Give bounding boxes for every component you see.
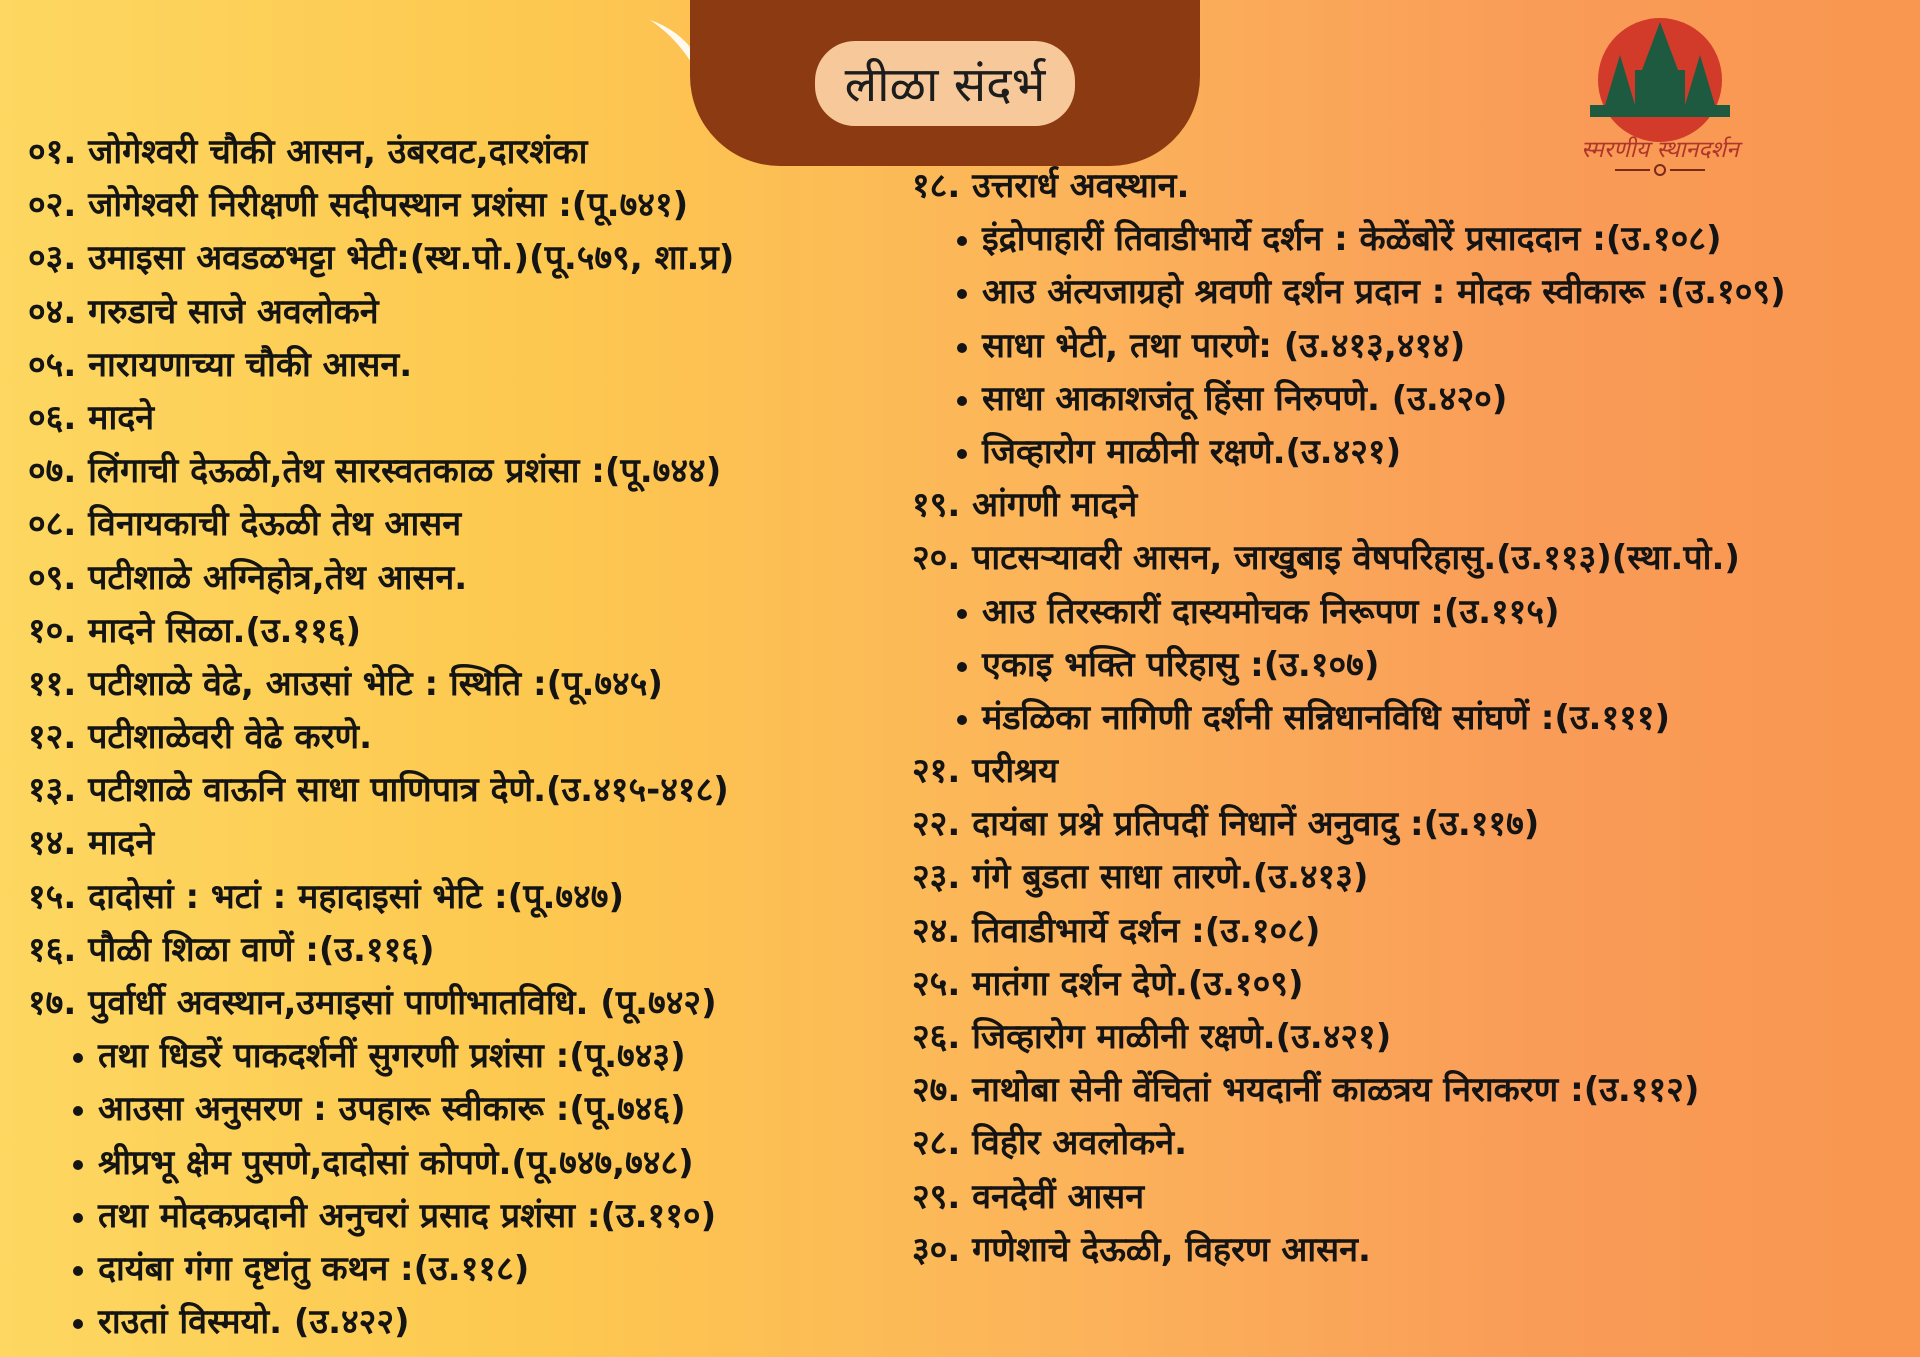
list-item-text: २५. मातंगा दर्शन देणे.(उ.१०९) (912, 963, 1304, 1004)
bullet-item (28, 1243, 888, 1296)
list-item (28, 658, 888, 711)
bullet-item (912, 213, 1912, 266)
list-item (912, 160, 1912, 213)
list-item (28, 605, 888, 658)
list-item-text: ०४. गरुडाचे साजे अवलोकने (28, 291, 379, 332)
bullet-item (912, 373, 1912, 426)
list-item-text: १५. दादोसां : भटां : महादाइसां भेटि :(पू.७४७) (28, 876, 625, 917)
list-item (28, 498, 888, 551)
list-item-text: १८. उत्तरार्ध अवस्थान. (912, 166, 1190, 206)
list-item-text: ०७. लिंगाची देऊळी,तेथ सारस्वतकाळ प्रशंसा :(पू.७४४) (28, 451, 722, 492)
list-item-text: मंडळिका नागिणी दर्शनी सन्निधानविधि सांघणें :(उ.१११) (982, 697, 1671, 738)
logo-text: स्मरणीय स्थानदर्शन (1581, 137, 1739, 163)
list-item-text: एकाइ भक्ति परिहासु :(उ.१०७) (982, 644, 1380, 685)
list-item-text: राउतां विस्मयो. (उ.४२२) (98, 1302, 410, 1343)
list-item-text: ०६. मादने (28, 397, 155, 438)
list-item-text: १३. पटीशाळे वाऊनि साधा पाणिपात्र देणे.(उ.४१५-४१८) (28, 770, 729, 811)
list-item (912, 1171, 1912, 1224)
list-item (28, 977, 888, 1030)
bullet-item (28, 1083, 888, 1136)
list-item (28, 711, 888, 764)
list-item (912, 851, 1912, 904)
list-item-text: साधा भेटी, तथा पारणे: (उ.४१३,४१४) (982, 325, 1466, 366)
list-item (912, 798, 1912, 851)
list-item-text: २२. दायंबा प्रश्ने प्रतिपदीं निधानें अनुवादु :(उ.११७) (912, 804, 1540, 845)
list-item (28, 445, 888, 498)
bullet-item (912, 426, 1912, 479)
list-item-text: १४. मादने (28, 823, 155, 864)
list-item (912, 1011, 1912, 1064)
list-item (28, 232, 888, 285)
bullet-item (28, 1030, 888, 1083)
list-item-text: १६. पौळी शिळा वाणें :(उ.११६) (28, 929, 435, 970)
list-item (28, 126, 888, 179)
bullet-item (912, 639, 1912, 692)
list-item-text: ०१. जोगेश्वरी चौकी आसन, उंबरवट,दारशंका (28, 132, 588, 172)
list-item-text: २३. गंगे बुडता साधा तारणे.(उ.४१३) (912, 857, 1369, 898)
list-item (28, 817, 888, 870)
bullet-item (912, 320, 1912, 373)
list-item (912, 745, 1912, 798)
list-item (28, 764, 888, 817)
list-item (28, 924, 888, 977)
bullet-item (912, 692, 1912, 745)
list-item-text: ०८. विनायकाची देऊळी तेथ आसन (28, 504, 462, 545)
list-item-text: ०९. पटीशाळे अग्निहोत्र,तेथ आसन. (28, 557, 468, 598)
list-item-text: ३०. गणेशाचे देऊळी, विहरण आसन. (912, 1229, 1371, 1270)
list-item-text: २४. तिवाडीभार्ये दर्शन :(उ.१०८) (912, 910, 1321, 951)
list-item-text: आउ तिरस्कारीं दास्यमोचक निरूपण :(उ.११५) (982, 591, 1560, 632)
list-item (912, 479, 1912, 532)
list-item-text: २१. परीश्रय (912, 751, 1058, 792)
list-item (28, 552, 888, 605)
list-item-text: साधा आकाशजंतू हिंसा निरुपणे. (उ.४२०) (982, 378, 1508, 419)
list-item-text: ०५. नारायणाच्या चौकी आसन. (28, 344, 413, 385)
list-item-text: २८. विहीर अवलोकने. (912, 1123, 1188, 1164)
list-item-text: १०. मादने सिळा.(उ.११६) (28, 610, 362, 651)
list-item-text: २७. नाथोबा सेनी वेंचितां भयदानीं काळत्रय निराकरण :(उ.११२) (912, 1070, 1700, 1111)
list-item-text: जिव्हारोग माळीनी रक्षणे.(उ.४२१) (982, 431, 1402, 472)
list-item (28, 179, 888, 232)
list-item-text: श्रीप्रभू क्षेम पुसणे,दादोसां कोपणे.(पू.७४७,७४८) (98, 1142, 694, 1183)
list-item-text: १९. आंगणी मादने (912, 485, 1138, 526)
list-item-text: इंद्रोपाहारीं तिवाडीभार्ये दर्शन : केळेंबोरें प्रसाददान :(उ.१०८) (982, 219, 1722, 260)
bullet-item (912, 266, 1912, 319)
list-item (28, 286, 888, 339)
bullet-item (912, 586, 1912, 639)
page-title: लीळा संदर्भ (815, 41, 1076, 126)
list-item-text: २०. पाटसऱ्यावरी आसन, जाखुबाइ वेषपरिहासु.(उ.११३)(स्था.पो.) (912, 538, 1740, 579)
list-item-text: १७. पुर्वार्धी अवस्थान,उमाइसां पाणीभातविधि. (पू.७४२) (28, 983, 717, 1023)
left-column (28, 126, 888, 1349)
list-item-text: आउसा अनुसरण : उपहारू स्वीकारू :(पू.७४६) (98, 1089, 686, 1130)
list-item (912, 532, 1912, 585)
list-item (912, 1224, 1912, 1277)
list-item (28, 339, 888, 392)
list-item (912, 958, 1912, 1011)
list-item-text: ११. पटीशाळे वेढे, आउसां भेटि : स्थिति :(पू.७४५) (28, 663, 663, 704)
list-item (912, 1064, 1912, 1117)
list-item-text: दायंबा गंगा दृष्टांतु कथन :(उ.११८) (98, 1248, 530, 1289)
list-item (28, 392, 888, 445)
list-item (912, 905, 1912, 958)
list-item-text: ०३. उमाइसा अवडळभट्टा भेटी:(स्थ.पो.)(पू.५७९, शा.प्र) (28, 238, 735, 279)
list-item-text: तथा मोदकप्रदानी अनुचरां प्रसाद प्रशंसा :(उ.११०) (98, 1195, 717, 1236)
list-item (28, 871, 888, 924)
list-item-text: १२. पटीशाळेवरी वेढे करणे. (28, 717, 372, 758)
bullet-item (28, 1296, 888, 1349)
list-item-text: ०२. जोगेश्वरी निरीक्षणी सदीपस्थान प्रशंसा :(पू.७४१) (28, 185, 689, 226)
list-item-text: २६. जिव्हारोग माळीनी रक्षणे.(उ.४२१) (912, 1017, 1392, 1057)
right-column (912, 160, 1912, 1277)
list-item-text: आउ अंत्यजाग्रहो श्रवणी दर्शन प्रदान : मोदक स्वीकारू :(उ.१०९) (982, 272, 1786, 313)
list-item-text: २९. वनदेवीं आसन (912, 1176, 1145, 1217)
list-item-text: तथा धिडरें पाकदर्शनीं सुगरणी प्रशंसा :(पू.७४३) (98, 1036, 686, 1077)
bullet-item (28, 1137, 888, 1190)
bullet-item (28, 1190, 888, 1243)
list-item (912, 1117, 1912, 1170)
